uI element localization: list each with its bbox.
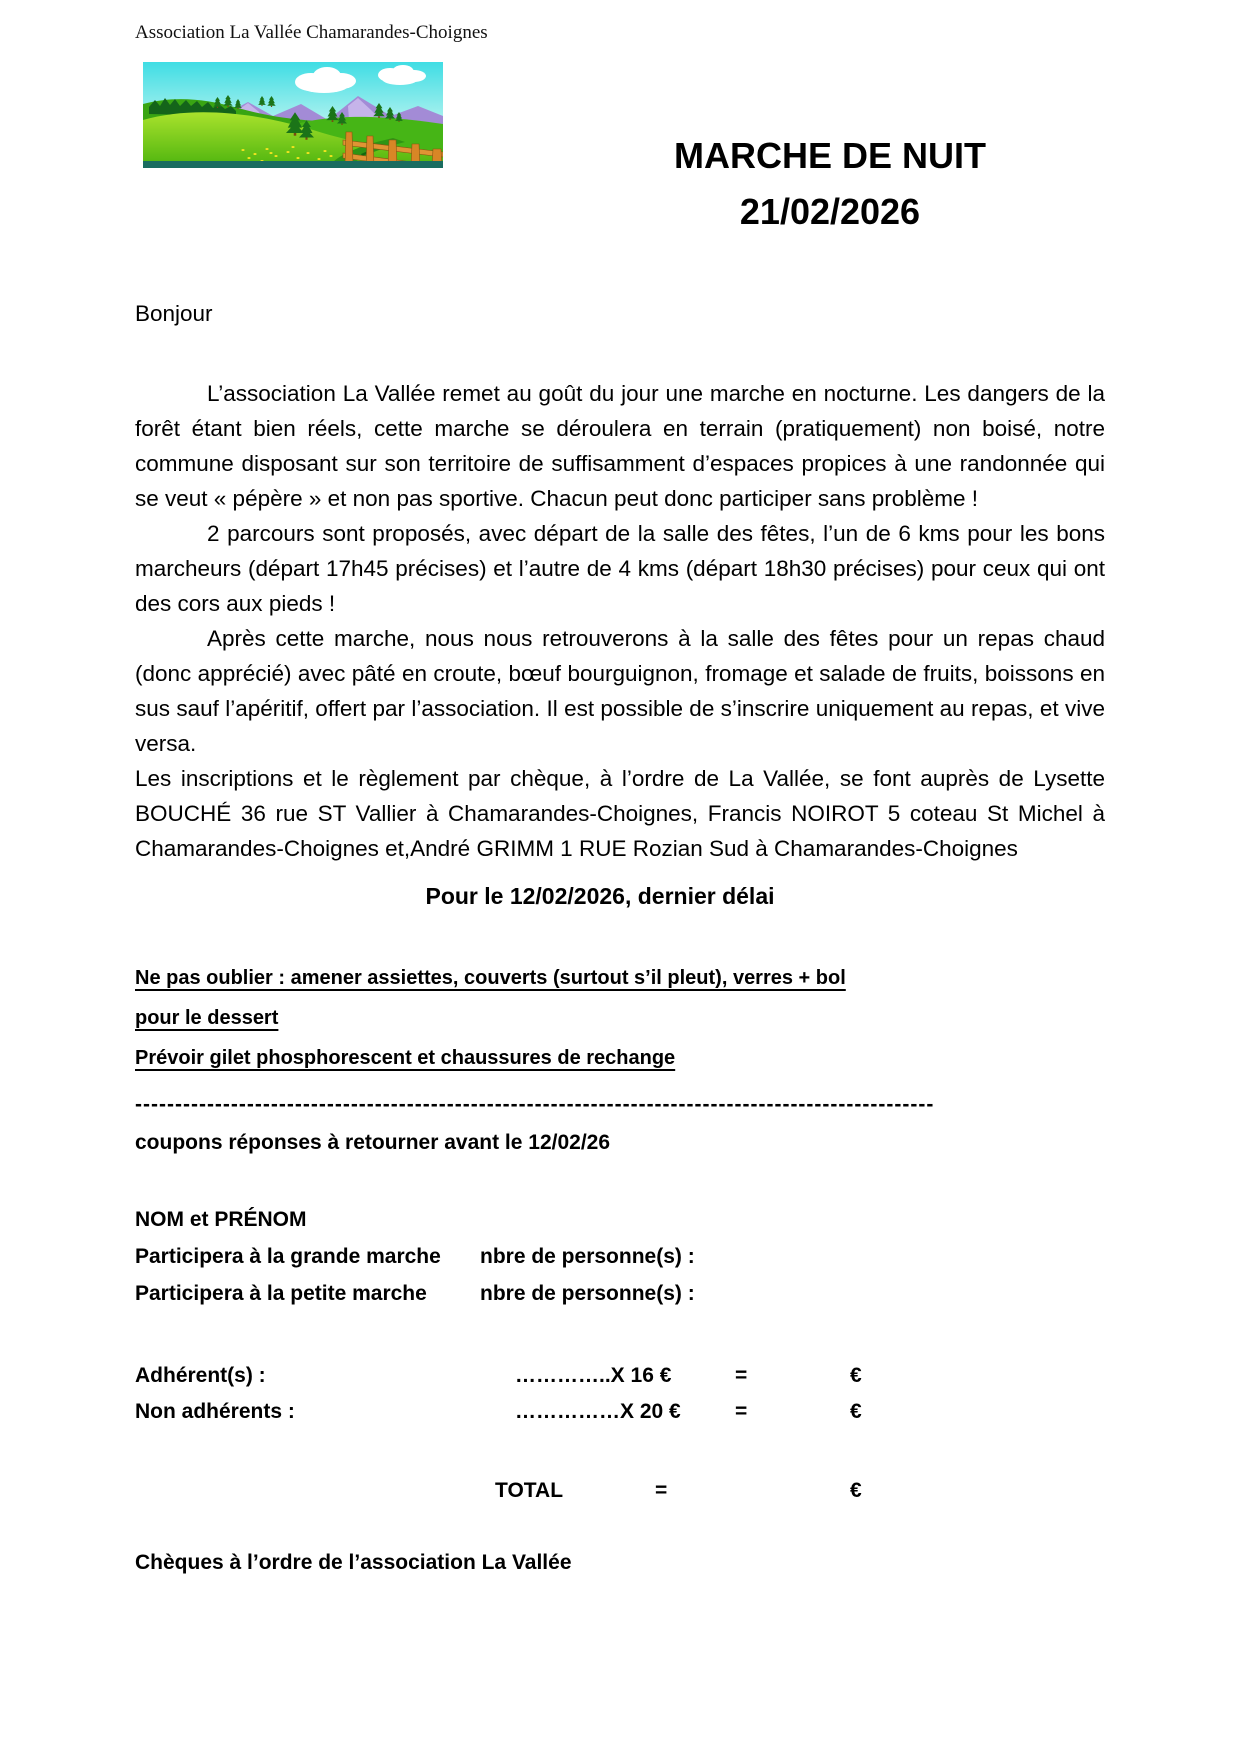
greeting: Bonjour bbox=[135, 301, 213, 326]
reminder-line-2: Prévoir gilet phosphorescent et chaussures de rechange bbox=[135, 1047, 676, 1069]
non-adherents-dots-amount: ……………X 20 € bbox=[515, 1400, 681, 1423]
total-spacer bbox=[135, 1472, 495, 1509]
event-date: 21/02/2026 bbox=[739, 191, 921, 232]
participation-row-petite bbox=[135, 1275, 1105, 1312]
body-paragraph-4: Les inscriptions et le règlement par chèque, à l’ordre de La Vallée, se font auprès de Lysette BOUCHÉ 36 rue ST Vallier à Chamarandes-Choignes, Francis NOIROT 5 coteau St Michel à Chamarandes-Choignes et,André GRIMM 1 RUE Rozian Sud à Chamarandes-Choignes bbox=[135, 766, 1105, 861]
equals-sign: = bbox=[735, 1400, 748, 1423]
landscape-logo bbox=[143, 62, 443, 168]
total-row bbox=[135, 1472, 1105, 1509]
participation-petite-label: Participera à la petite marche bbox=[135, 1282, 427, 1305]
euro-sign: € bbox=[850, 1400, 862, 1423]
reminder-line-1-cont: pour le dessert bbox=[135, 1007, 279, 1029]
equals-sign: = bbox=[655, 1479, 668, 1502]
deadline-line: Pour le 12/02/2026, dernier délai bbox=[425, 883, 775, 909]
cheque-order-line: Chèques à l’ordre de l’association La Vallée bbox=[135, 1551, 572, 1574]
reminder-line-1: Ne pas oublier : amener assiettes, couverts (surtout s’il pleut), verres + bol bbox=[135, 967, 846, 989]
letter-body bbox=[135, 296, 1105, 1581]
name-label: NOM et PRÉNOM bbox=[135, 1208, 307, 1231]
event-title-block bbox=[590, 128, 1070, 240]
reminders-block bbox=[135, 958, 1105, 1078]
body-paragraph-3: Après cette marche, nous nous retrouverons à la salle des fêtes pour un repas chaud (donc apprécié) avec pâté en croute, bœuf bourguignon, fromage et salade de fruits, boissons en sus sauf l’apéritif, offert par l’association. Il est possible de s’inscrire uniquement au repas, et vive versa. bbox=[135, 626, 1105, 756]
adherents-label: Adhérent(s) : bbox=[135, 1364, 266, 1387]
non-adherents-label: Non adhérents : bbox=[135, 1400, 295, 1423]
adherents-dots-amount: …………..X 16 € bbox=[515, 1364, 672, 1387]
participation-grande-count-label: nbre de personne(s) : bbox=[480, 1245, 695, 1268]
price-row-non-adherents bbox=[135, 1394, 1105, 1430]
equals-sign: = bbox=[735, 1364, 748, 1387]
body-paragraph-2: 2 parcours sont proposés, avec départ de la salle des fêtes, l’un de 6 kms pour les bons marcheurs (départ 17h45 précises) et l’autre de 4 kms (départ 18h30 précises) pour ceux qui ont des cors aux pieds ! bbox=[135, 521, 1105, 616]
participation-petite-count-label: nbre de personne(s) : bbox=[480, 1282, 695, 1305]
euro-sign: € bbox=[850, 1364, 862, 1387]
price-row-adherents bbox=[135, 1358, 1105, 1394]
participation-row-grande bbox=[135, 1238, 1105, 1275]
price-rows bbox=[135, 1358, 1105, 1430]
total-label: TOTAL bbox=[495, 1479, 564, 1502]
coupon-return-line: coupons réponses à retourner avant le 12/02/26 bbox=[135, 1131, 611, 1154]
participation-grande-label: Participera à la grande marche bbox=[135, 1245, 441, 1268]
body-paragraph-1: L’association La Vallée remet au goût du jour une marche en nocturne. Les dangers de la forêt étant bien réels, cette marche se déroulera en terrain (pratiquement) non boisé, notre commune disposant sur son territoire de suffisamment d’espaces propices à une randonnée qui se veut « pépère » et non pas sportive. Chacun peut donc participer sans problème ! bbox=[135, 381, 1105, 511]
association-name: Association La Vallée Chamarandes-Choignes bbox=[135, 22, 488, 43]
euro-sign: € bbox=[850, 1479, 862, 1502]
event-title: MARCHE DE NUIT bbox=[674, 135, 986, 176]
ground-band bbox=[143, 161, 443, 168]
dashed-separator: ---------------------------------------------------------------------------------------------------- bbox=[135, 1093, 935, 1116]
